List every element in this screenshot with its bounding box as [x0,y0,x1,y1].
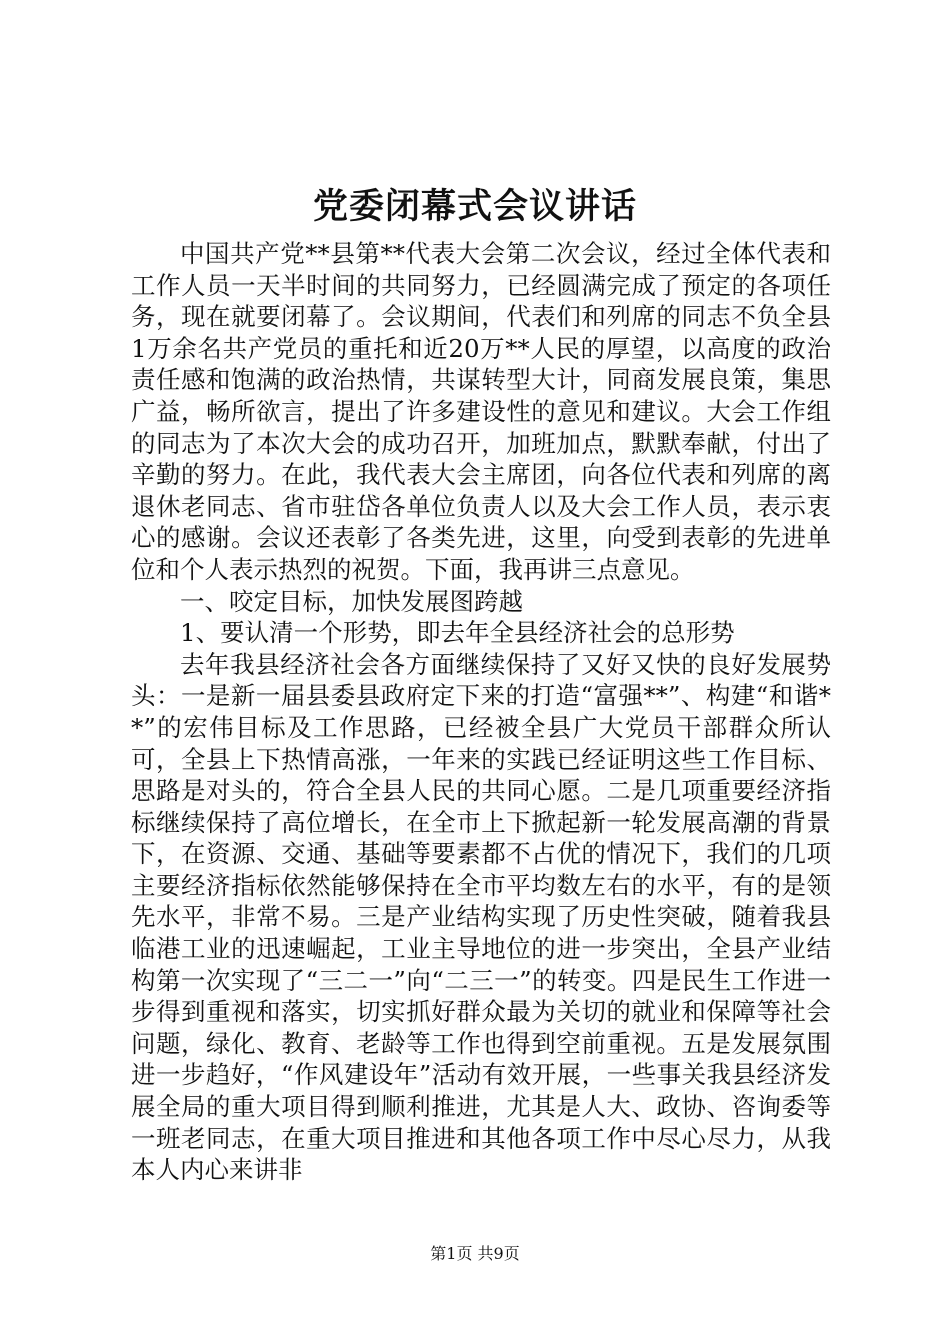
subsection-heading: 1、要认清一个形势，即去年全县经济社会的总形势 [180,618,735,648]
paragraph-intro: 中国共产党**县第**代表大会第二次会议，经过全体代表和工作人员一天半时间的共同努力，已经圆满完成了预定的各项任务，现在就要闭幕了。会议期间，代表们和列席的同志不负全县1万余名共产党员的重托和近20万**人民的厚望，以高度的政治责任感和饱满的政治热情，共谋转型大计，同商发展良策，集思广益，畅所欲言，提出了许多建设性的意见和建议。大会工作组的同志为了本次大会的成功召开，加班加点，默默奉献，付出了辛勤的努力。在此，我代表大会主席团，向各位代表和列席的离退休老同志、省市驻岱各单位负责人以及大会工作人员，表示衷心的感谢。会议还表彰了各类先进，这里，向受到表彰的先进单位和个人表示热烈的祝贺。下面，我再讲三点意见。 [131,239,831,584]
document-body [131,238,831,1186]
page-footer: 第1页 共9页 [430,1244,520,1263]
paragraph-situation: 去年我县经济社会各方面继续保持了又好又快的良好发展势头：一是新一届县委县政府定下来的打造“富强**”、构建“和谐**”的宏伟目标及工作思路，已经被全县广大党员干部群众所认可，全县上下热情高涨，一年来的实践已经证明这些工作目标、思路是对头的，符合全县人民的共同心愿。二是几项重要经济指标继续保持了高位增长，在全市上下掀起新一轮发展高潮的背景下，在资源、交通、基础等要素都不占优的情况下，我们的几项主要经济指标依然能够保持在全市平均数左右的水平，有的是领先水平，非常不易。三是产业结构实现了历史性突破，随着我县临港工业的迅速崛起，工业主导地位的进一步突出，全县产业结构第一次实现了“三二一”向“二三一”的转变。四是民生工作进一步得到重视和落实，切实抓好群众最为关切的就业和保障等社会问题，绿化、教育、老龄等工作也得到空前重视。五是发展氛围进一步趋好，“作风建设年”活动有效开展，一些事关我县经济发展全局的重大项目得到顺利推进，尤其是人大、政协、咨询委等一班老同志，在重大项目推进和其他各项工作中尽心尽力，从我本人内心来讲非 [131,649,831,1185]
document-title: 党委闭幕式会议讲话 [312,186,637,227]
section-heading: 一、咬定目标，加快发展图跨越 [180,586,523,616]
